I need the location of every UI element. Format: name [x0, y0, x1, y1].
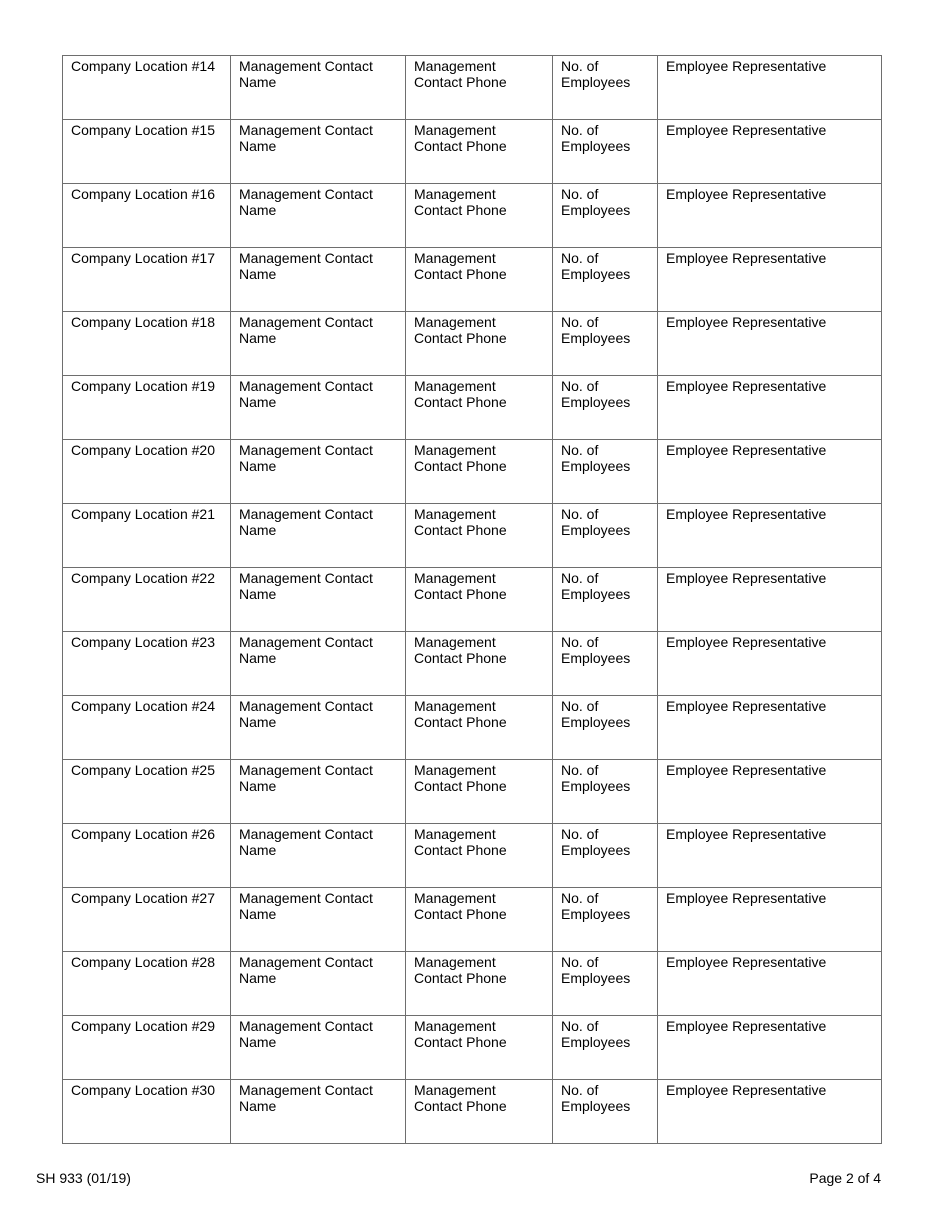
contact-phone-label-line1: Management: [414, 570, 496, 586]
contact-name-label-line1: Management Contact: [239, 506, 373, 522]
location-cell[interactable]: [63, 632, 231, 696]
location-cell[interactable]: [63, 440, 231, 504]
employees-label-line1: No. of: [561, 890, 599, 906]
employees-cell[interactable]: [553, 1016, 658, 1080]
contact-phone-cell[interactable]: [406, 952, 553, 1016]
contact-phone-label-line1: Management: [414, 954, 496, 970]
contact-name-cell[interactable]: [231, 632, 406, 696]
location-label: Company Location #19: [71, 378, 215, 394]
representative-cell[interactable]: [658, 632, 882, 696]
table-body: [63, 56, 882, 1144]
contact-phone-label-line1: Management: [414, 58, 496, 74]
representative-label: Employee Representative: [666, 954, 827, 970]
contact-phone-label-line1: Management: [414, 634, 496, 650]
table-row: [63, 56, 882, 120]
employees-cell[interactable]: [553, 888, 658, 952]
table-row: [63, 760, 882, 824]
contact-phone-label-line1: Management: [414, 186, 496, 202]
contact-name-label-line1: Management Contact: [239, 1018, 373, 1034]
location-cell[interactable]: [63, 376, 231, 440]
representative-label: Employee Representative: [666, 314, 827, 330]
contact-name-cell[interactable]: [231, 824, 406, 888]
employees-label-line2: Employees: [561, 778, 631, 794]
employees-cell[interactable]: [553, 696, 658, 760]
table-row: [63, 1016, 882, 1080]
representative-label: Employee Representative: [666, 506, 827, 522]
location-label: Company Location #26: [71, 826, 215, 842]
contact-name-label-line2: Name: [239, 778, 277, 794]
contact-phone-cell[interactable]: [406, 248, 553, 312]
location-label: Company Location #21: [71, 506, 215, 522]
contact-name-label-line1: Management Contact: [239, 762, 373, 778]
representative-label: Employee Representative: [666, 890, 827, 906]
contact-phone-label-line2: Contact Phone: [414, 650, 507, 666]
table-row: [63, 568, 882, 632]
contact-name-label-line2: Name: [239, 970, 277, 986]
representative-cell[interactable]: [658, 376, 882, 440]
contact-name-label-line1: Management Contact: [239, 378, 373, 394]
representative-cell[interactable]: [658, 1016, 882, 1080]
employees-label-line1: No. of: [561, 634, 599, 650]
representative-cell[interactable]: [658, 1080, 882, 1144]
table-row: [63, 504, 882, 568]
contact-phone-cell[interactable]: [406, 760, 553, 824]
contact-phone-cell[interactable]: [406, 440, 553, 504]
contact-name-cell[interactable]: [231, 56, 406, 120]
contact-name-label-line2: Name: [239, 522, 277, 538]
employees-label-line1: No. of: [561, 826, 599, 842]
employees-label-line2: Employees: [561, 906, 631, 922]
table-row: [63, 632, 882, 696]
employees-cell[interactable]: [553, 312, 658, 376]
contact-name-label-line1: Management Contact: [239, 314, 373, 330]
contact-phone-label-line2: Contact Phone: [414, 586, 507, 602]
contact-phone-label-line2: Contact Phone: [414, 266, 507, 282]
contact-phone-cell[interactable]: [406, 568, 553, 632]
location-cell[interactable]: [63, 1016, 231, 1080]
representative-cell[interactable]: [658, 824, 882, 888]
contact-name-label-line1: Management Contact: [239, 890, 373, 906]
table-row: [63, 952, 882, 1016]
contact-phone-cell[interactable]: [406, 1016, 553, 1080]
location-cell[interactable]: [63, 248, 231, 312]
contact-name-cell[interactable]: [231, 1080, 406, 1144]
contact-phone-label-line1: Management: [414, 506, 496, 522]
employees-cell[interactable]: [553, 56, 658, 120]
location-label: Company Location #24: [71, 698, 215, 714]
representative-cell[interactable]: [658, 760, 882, 824]
contact-name-cell[interactable]: [231, 568, 406, 632]
contact-name-cell[interactable]: [231, 312, 406, 376]
contact-name-label-line2: Name: [239, 74, 277, 90]
representative-cell[interactable]: [658, 696, 882, 760]
contact-name-label-line2: Name: [239, 906, 277, 922]
contact-name-label-line2: Name: [239, 202, 277, 218]
contact-phone-cell[interactable]: [406, 120, 553, 184]
employees-label-line1: No. of: [561, 506, 599, 522]
table-row: [63, 120, 882, 184]
location-cell[interactable]: [63, 184, 231, 248]
table-row: [63, 824, 882, 888]
employees-label-line2: Employees: [561, 1034, 631, 1050]
location-cell[interactable]: [63, 696, 231, 760]
contact-name-label-line1: Management Contact: [239, 1082, 373, 1098]
contact-phone-label-line1: Management: [414, 314, 496, 330]
company-locations-table: [62, 55, 882, 1144]
contact-name-cell[interactable]: [231, 888, 406, 952]
table-row: [63, 248, 882, 312]
employees-label-line2: Employees: [561, 202, 631, 218]
contact-name-label-line1: Management Contact: [239, 186, 373, 202]
representative-cell[interactable]: [658, 120, 882, 184]
contact-phone-cell[interactable]: [406, 184, 553, 248]
location-label: Company Location #25: [71, 762, 215, 778]
representative-cell[interactable]: [658, 952, 882, 1016]
table-row: [63, 440, 882, 504]
contact-name-label-line1: Management Contact: [239, 954, 373, 970]
contact-name-label-line2: Name: [239, 1034, 277, 1050]
location-label: Company Location #15: [71, 122, 215, 138]
employees-cell[interactable]: [553, 632, 658, 696]
representative-label: Employee Representative: [666, 1018, 827, 1034]
employees-cell[interactable]: [553, 504, 658, 568]
employees-label-line2: Employees: [561, 522, 631, 538]
employees-label-line1: No. of: [561, 250, 599, 266]
contact-name-cell[interactable]: [231, 440, 406, 504]
location-cell[interactable]: [63, 952, 231, 1016]
employees-label-line2: Employees: [561, 842, 631, 858]
contact-name-label-line2: Name: [239, 266, 277, 282]
table-row: [63, 184, 882, 248]
employees-label-line2: Employees: [561, 586, 631, 602]
contact-name-cell[interactable]: [231, 376, 406, 440]
employees-label-line2: Employees: [561, 970, 631, 986]
employees-cell[interactable]: [553, 760, 658, 824]
contact-name-label-line2: Name: [239, 586, 277, 602]
contact-name-label-line2: Name: [239, 458, 277, 474]
representative-label: Employee Representative: [666, 58, 827, 74]
contact-name-label-line1: Management Contact: [239, 442, 373, 458]
contact-phone-cell[interactable]: [406, 824, 553, 888]
table-row: [63, 312, 882, 376]
table-row: [63, 376, 882, 440]
representative-label: Employee Representative: [666, 762, 827, 778]
contact-name-label-line1: Management Contact: [239, 58, 373, 74]
form-id: SH 933 (01/19): [36, 1170, 131, 1186]
contact-name-cell[interactable]: [231, 760, 406, 824]
representative-label: Employee Representative: [666, 698, 827, 714]
employees-label-line1: No. of: [561, 762, 599, 778]
employees-cell[interactable]: [553, 952, 658, 1016]
contact-name-label-line2: Name: [239, 842, 277, 858]
employees-label-line2: Employees: [561, 330, 631, 346]
employees-label-line2: Employees: [561, 458, 631, 474]
contact-phone-cell[interactable]: [406, 504, 553, 568]
employees-cell[interactable]: [553, 184, 658, 248]
employees-label-line2: Employees: [561, 1098, 631, 1114]
contact-phone-cell[interactable]: [406, 376, 553, 440]
contact-phone-label-line2: Contact Phone: [414, 202, 507, 218]
contact-name-cell[interactable]: [231, 248, 406, 312]
representative-cell[interactable]: [658, 504, 882, 568]
table-row: [63, 888, 882, 952]
contact-phone-label-line1: Management: [414, 826, 496, 842]
representative-label: Employee Representative: [666, 570, 827, 586]
contact-phone-cell[interactable]: [406, 696, 553, 760]
employees-label-line1: No. of: [561, 442, 599, 458]
contact-name-cell[interactable]: [231, 696, 406, 760]
contact-phone-label-line2: Contact Phone: [414, 458, 507, 474]
location-label: Company Location #17: [71, 250, 215, 266]
contact-phone-label-line2: Contact Phone: [414, 906, 507, 922]
location-cell[interactable]: [63, 120, 231, 184]
contact-name-label-line1: Management Contact: [239, 570, 373, 586]
contact-phone-label-line1: Management: [414, 698, 496, 714]
representative-cell[interactable]: [658, 56, 882, 120]
employees-label-line1: No. of: [561, 698, 599, 714]
representative-label: Employee Representative: [666, 186, 827, 202]
contact-phone-cell[interactable]: [406, 312, 553, 376]
contact-name-label-line2: Name: [239, 138, 277, 154]
contact-phone-cell[interactable]: [406, 56, 553, 120]
employees-label-line1: No. of: [561, 1082, 599, 1098]
contact-phone-cell[interactable]: [406, 632, 553, 696]
contact-phone-label-line2: Contact Phone: [414, 1098, 507, 1114]
table-row: [63, 696, 882, 760]
employees-cell[interactable]: [553, 1080, 658, 1144]
contact-phone-label-line1: Management: [414, 250, 496, 266]
employees-label-line2: Employees: [561, 138, 631, 154]
location-cell[interactable]: [63, 888, 231, 952]
employees-label-line2: Employees: [561, 714, 631, 730]
contact-phone-label-line2: Contact Phone: [414, 522, 507, 538]
location-label: Company Location #22: [71, 570, 215, 586]
representative-label: Employee Representative: [666, 442, 827, 458]
contact-name-label-line2: Name: [239, 650, 277, 666]
contact-name-label-line2: Name: [239, 714, 277, 730]
location-label: Company Location #30: [71, 1082, 215, 1098]
location-cell[interactable]: [63, 504, 231, 568]
contact-phone-label-line2: Contact Phone: [414, 394, 507, 410]
employees-label-line1: No. of: [561, 570, 599, 586]
contact-name-label-line1: Management Contact: [239, 826, 373, 842]
location-cell[interactable]: [63, 760, 231, 824]
contact-phone-label-line2: Contact Phone: [414, 138, 507, 154]
contact-phone-cell[interactable]: [406, 888, 553, 952]
contact-name-label-line1: Management Contact: [239, 698, 373, 714]
contact-phone-label-line1: Management: [414, 762, 496, 778]
employees-label-line1: No. of: [561, 1018, 599, 1034]
representative-label: Employee Representative: [666, 378, 827, 394]
representative-cell[interactable]: [658, 568, 882, 632]
employees-cell[interactable]: [553, 248, 658, 312]
location-label: Company Location #27: [71, 890, 215, 906]
employees-label-line2: Employees: [561, 266, 631, 282]
employees-label-line1: No. of: [561, 186, 599, 202]
contact-phone-label-line2: Contact Phone: [414, 330, 507, 346]
location-cell[interactable]: [63, 568, 231, 632]
contact-name-cell[interactable]: [231, 504, 406, 568]
representative-cell[interactable]: [658, 440, 882, 504]
contact-phone-label-line2: Contact Phone: [414, 970, 507, 986]
representative-label: Employee Representative: [666, 1082, 827, 1098]
table-row: [63, 1080, 882, 1144]
contact-name-cell[interactable]: [231, 120, 406, 184]
representative-label: Employee Representative: [666, 122, 827, 138]
employees-cell[interactable]: [553, 376, 658, 440]
employees-label-line2: Employees: [561, 74, 631, 90]
contact-name-label-line2: Name: [239, 394, 277, 410]
employees-cell[interactable]: [553, 824, 658, 888]
contact-phone-label-line2: Contact Phone: [414, 714, 507, 730]
employees-label-line1: No. of: [561, 58, 599, 74]
employees-cell[interactable]: [553, 120, 658, 184]
employees-label-line2: Employees: [561, 394, 631, 410]
contact-name-label-line2: Name: [239, 1098, 277, 1114]
representative-label: Employee Representative: [666, 634, 827, 650]
page-number: Page 2 of 4: [809, 1170, 881, 1186]
contact-phone-label-line1: Management: [414, 442, 496, 458]
employees-cell[interactable]: [553, 568, 658, 632]
contact-phone-cell[interactable]: [406, 1080, 553, 1144]
location-label: Company Location #20: [71, 442, 215, 458]
representative-cell[interactable]: [658, 312, 882, 376]
employees-label-line1: No. of: [561, 122, 599, 138]
location-label: Company Location #23: [71, 634, 215, 650]
employees-label-line1: No. of: [561, 378, 599, 394]
location-label: Company Location #29: [71, 1018, 215, 1034]
contact-phone-label-line1: Management: [414, 378, 496, 394]
representative-label: Employee Representative: [666, 826, 827, 842]
employees-label-line2: Employees: [561, 650, 631, 666]
contact-phone-label-line1: Management: [414, 1018, 496, 1034]
contact-name-label-line1: Management Contact: [239, 634, 373, 650]
location-cell[interactable]: [63, 312, 231, 376]
employees-label-line1: No. of: [561, 954, 599, 970]
representative-cell[interactable]: [658, 248, 882, 312]
contact-name-label-line1: Management Contact: [239, 122, 373, 138]
location-cell[interactable]: [63, 1080, 231, 1144]
contact-phone-label-line1: Management: [414, 122, 496, 138]
contact-phone-label-line2: Contact Phone: [414, 1034, 507, 1050]
location-label: Company Location #16: [71, 186, 215, 202]
location-cell[interactable]: [63, 56, 231, 120]
contact-name-cell[interactable]: [231, 184, 406, 248]
contact-phone-label-line2: Contact Phone: [414, 842, 507, 858]
contact-name-cell[interactable]: [231, 1016, 406, 1080]
contact-phone-label-line2: Contact Phone: [414, 74, 507, 90]
contact-phone-label-line2: Contact Phone: [414, 778, 507, 794]
representative-cell[interactable]: [658, 888, 882, 952]
contact-name-cell[interactable]: [231, 952, 406, 1016]
location-label: Company Location #18: [71, 314, 215, 330]
location-cell[interactable]: [63, 824, 231, 888]
employees-cell[interactable]: [553, 440, 658, 504]
location-label: Company Location #14: [71, 58, 215, 74]
employees-label-line1: No. of: [561, 314, 599, 330]
contact-phone-label-line1: Management: [414, 1082, 496, 1098]
representative-label: Employee Representative: [666, 250, 827, 266]
contact-phone-label-line1: Management: [414, 890, 496, 906]
contact-name-label-line1: Management Contact: [239, 250, 373, 266]
representative-cell[interactable]: [658, 184, 882, 248]
location-label: Company Location #28: [71, 954, 215, 970]
contact-name-label-line2: Name: [239, 330, 277, 346]
